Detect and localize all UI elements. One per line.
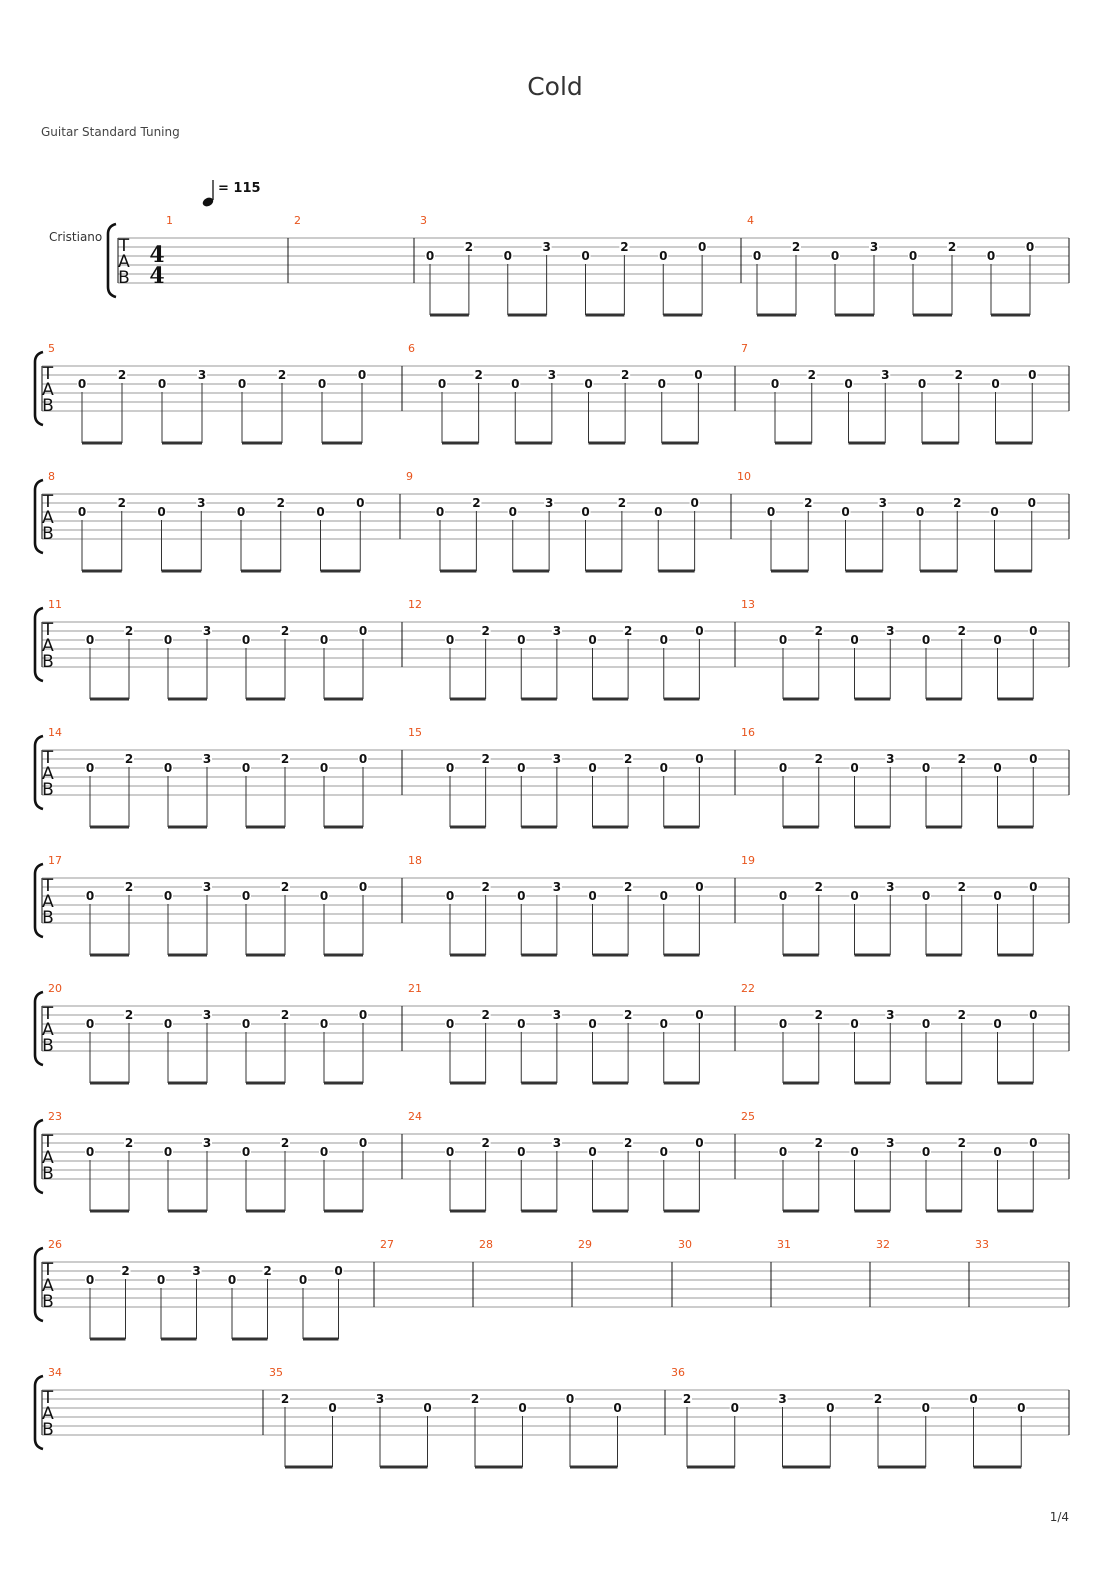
fret-number: 2 (682, 1392, 692, 1406)
fret-number: 0 (830, 249, 840, 263)
fret-number: 0 (986, 249, 996, 263)
fret-number: 0 (163, 761, 173, 775)
measure-number: 17 (48, 854, 62, 867)
fret-number: 0 (85, 761, 95, 775)
fret-number: 3 (197, 496, 206, 510)
fret-number: 0 (85, 1017, 95, 1031)
fret-number: 0 (357, 368, 367, 382)
fret-number: 0 (423, 1401, 432, 1415)
fret-number: 0 (908, 249, 918, 263)
fret-number: 0 (85, 1273, 95, 1287)
fret-number: 2 (814, 752, 823, 766)
fret-number: 0 (316, 505, 325, 519)
fret-number: 0 (241, 761, 251, 775)
fret-number: 0 (358, 880, 368, 894)
fret-number: 3 (547, 368, 557, 382)
fret-number: 0 (518, 1401, 527, 1415)
fret-number: 2 (124, 1136, 134, 1150)
tab-clef-letter: T (42, 876, 54, 896)
fret-number: 2 (954, 368, 963, 382)
fret-number: 2 (280, 752, 290, 766)
fret-number: 0 (358, 752, 368, 766)
fret-number: 0 (993, 1145, 1002, 1159)
measure-number: 24 (408, 1110, 422, 1123)
fret-number: 2 (807, 368, 816, 382)
fret-number: 2 (121, 1264, 130, 1278)
fret-number: 0 (659, 889, 668, 903)
fret-number: 0 (517, 889, 526, 903)
fret-number: 0 (241, 1017, 251, 1031)
fret-number: 0 (435, 505, 445, 519)
measure-number: 18 (408, 854, 422, 867)
fret-number: 0 (163, 633, 173, 647)
fret-number: 2 (953, 496, 962, 510)
fret-number: 0 (915, 505, 925, 519)
tempo-marking: = 115 (218, 181, 261, 196)
fret-number: 0 (850, 633, 859, 647)
tab-clef-letter: A (42, 764, 54, 784)
fret-number: 0 (1017, 1401, 1026, 1415)
fret-number: 3 (552, 624, 562, 638)
fret-number: 0 (690, 496, 699, 510)
measure-number: 15 (408, 726, 422, 739)
measure-number: 20 (48, 982, 62, 995)
measure-number: 26 (48, 1238, 62, 1251)
fret-number: 0 (766, 505, 776, 519)
fret-number: 0 (921, 1145, 931, 1159)
fret-number: 0 (850, 761, 859, 775)
measure-number: 10 (737, 470, 751, 483)
fret-number: 0 (358, 624, 368, 638)
fret-number: 0 (85, 633, 95, 647)
tab-clef-letter: A (42, 1276, 54, 1296)
fret-number: 2 (623, 624, 633, 638)
fret-number: 0 (445, 1017, 455, 1031)
fret-number: 0 (241, 633, 251, 647)
fret-number: 3 (192, 1264, 201, 1278)
fret-number: 2 (124, 880, 134, 894)
fret-number: 2 (804, 496, 813, 510)
measure-number: 16 (741, 726, 755, 739)
tab-clef-letter: B (42, 908, 54, 928)
fret-number: 3 (552, 1008, 562, 1022)
fret-number: 0 (581, 249, 590, 263)
fret-number: 0 (993, 761, 1002, 775)
fret-number: 0 (319, 1145, 329, 1159)
measure-number: 2 (294, 214, 301, 227)
fret-number: 2 (791, 240, 801, 254)
fret-number: 0 (695, 1008, 704, 1022)
fret-number: 0 (588, 761, 597, 775)
fret-number: 0 (697, 240, 707, 254)
fret-number: 0 (584, 377, 593, 391)
fret-number: 0 (358, 1008, 368, 1022)
fret-number: 0 (778, 1145, 788, 1159)
measure-number: 23 (48, 1110, 62, 1123)
fret-number: 2 (957, 752, 966, 766)
fret-number: 0 (654, 505, 663, 519)
tab-clef-letter: B (42, 1420, 54, 1440)
fret-number: 2 (481, 1008, 490, 1022)
fret-number: 2 (117, 368, 127, 382)
fret-number: 0 (1025, 240, 1035, 254)
fret-number: 2 (814, 880, 823, 894)
fret-number: 0 (969, 1392, 978, 1406)
fret-number: 0 (993, 1017, 1002, 1031)
measure-number: 4 (747, 214, 754, 227)
fret-number: 2 (620, 240, 629, 254)
fret-number: 0 (77, 505, 87, 519)
fret-number: 2 (873, 1392, 883, 1406)
tab-clef-letter: B (42, 524, 54, 544)
fret-number: 2 (814, 624, 823, 638)
tab-clef-letter: A (42, 380, 54, 400)
fret-number: 2 (620, 368, 630, 382)
measure-number: 22 (741, 982, 755, 995)
fret-number: 0 (659, 1017, 668, 1031)
fret-number: 3 (886, 752, 895, 766)
fret-number: 0 (511, 377, 520, 391)
fret-number: 0 (1029, 624, 1038, 638)
fret-number: 0 (517, 633, 526, 647)
fret-number: 0 (770, 377, 780, 391)
fret-number: 2 (947, 240, 957, 254)
measure-number: 29 (578, 1238, 592, 1251)
measure-number: 6 (408, 342, 415, 355)
fret-number: 2 (280, 880, 290, 894)
measure-number: 3 (420, 214, 427, 227)
fret-number: 2 (623, 752, 633, 766)
fret-number: 0 (695, 1136, 704, 1150)
fret-number: 3 (202, 880, 212, 894)
fret-number: 0 (445, 633, 455, 647)
instrument-name: Cristiano (49, 230, 103, 244)
fret-number: 0 (227, 1273, 237, 1287)
measure-number: 27 (380, 1238, 394, 1251)
fret-number: 3 (544, 496, 554, 510)
fret-number: 0 (588, 889, 597, 903)
fret-number: 2 (277, 368, 287, 382)
fret-number: 0 (993, 889, 1002, 903)
fret-number: 0 (517, 761, 526, 775)
fret-number: 0 (659, 633, 668, 647)
fret-number: 0 (695, 624, 704, 638)
measure-number: 11 (48, 598, 62, 611)
fret-number: 0 (588, 1145, 597, 1159)
fret-number: 0 (334, 1264, 343, 1278)
fret-number: 0 (319, 761, 329, 775)
fret-number: 3 (552, 752, 562, 766)
fret-number: 0 (319, 633, 329, 647)
fret-number: 0 (503, 249, 512, 263)
fret-number: 3 (202, 624, 212, 638)
fret-number: 0 (844, 377, 853, 391)
fret-number: 0 (358, 1136, 368, 1150)
fret-number: 0 (778, 889, 788, 903)
fret-number: 3 (202, 1136, 212, 1150)
fret-number: 2 (124, 752, 134, 766)
tab-clef-letter: A (42, 892, 54, 912)
fret-number: 0 (163, 1017, 173, 1031)
measure-number: 36 (671, 1366, 685, 1379)
measure-number: 9 (406, 470, 413, 483)
fret-number: 0 (77, 377, 87, 391)
tab-clef-letter: B (42, 1036, 54, 1056)
fret-number: 0 (921, 633, 931, 647)
tab-clef-letter: A (42, 1148, 54, 1168)
fret-number: 2 (280, 1008, 290, 1022)
fret-number: 0 (1029, 880, 1038, 894)
fret-number: 0 (752, 249, 762, 263)
fret-number: 0 (991, 377, 1000, 391)
tab-clef-letter: B (42, 396, 54, 416)
measure-number: 21 (408, 982, 422, 995)
fret-number: 2 (481, 752, 490, 766)
fret-number: 2 (623, 1136, 633, 1150)
fret-number: 0 (778, 1017, 788, 1031)
fret-number: 0 (730, 1401, 739, 1415)
fret-number: 0 (921, 1401, 930, 1415)
fret-number: 0 (659, 761, 668, 775)
fret-number: 0 (517, 1017, 526, 1031)
song-title: Cold (527, 72, 583, 101)
fret-number: 3 (881, 368, 890, 382)
tab-clef-letter: A (42, 508, 54, 528)
fret-number: 0 (921, 761, 931, 775)
page-number: 1/4 (1049, 1510, 1069, 1524)
measure-number: 13 (741, 598, 755, 611)
fret-number: 0 (588, 633, 597, 647)
fret-number: 2 (276, 496, 285, 510)
fret-number: 0 (917, 377, 927, 391)
measure-number: 33 (975, 1238, 989, 1251)
tab-clef-letter: A (118, 252, 130, 272)
fret-number: 2 (124, 624, 134, 638)
fret-number: 0 (1027, 496, 1036, 510)
measure-number: 35 (269, 1366, 283, 1379)
measure-number: 32 (876, 1238, 890, 1251)
fret-number: 0 (778, 761, 788, 775)
fret-number: 0 (328, 1401, 337, 1415)
fret-number: 0 (356, 496, 365, 510)
measure-number: 30 (678, 1238, 692, 1251)
tab-clef-letter: T (42, 620, 54, 640)
fret-number: 0 (319, 1017, 329, 1031)
fret-number: 3 (886, 624, 895, 638)
fret-number: 0 (517, 1145, 526, 1159)
fret-number: 0 (241, 1145, 251, 1159)
fret-number: 0 (921, 1017, 931, 1031)
measure-number: 31 (777, 1238, 791, 1251)
fret-number: 2 (814, 1008, 823, 1022)
fret-number: 0 (613, 1401, 622, 1415)
fret-number: 0 (445, 761, 455, 775)
fret-number: 2 (481, 624, 490, 638)
fret-number: 3 (886, 880, 895, 894)
fret-number: 2 (280, 1136, 290, 1150)
fret-number: 0 (157, 377, 167, 391)
fret-number: 3 (878, 496, 887, 510)
fret-number: 0 (437, 377, 447, 391)
fret-number: 3 (552, 1136, 562, 1150)
fret-number: 0 (1028, 368, 1037, 382)
fret-number: 0 (445, 889, 455, 903)
tab-clef-letter: T (42, 364, 54, 384)
tab-clef-letter: A (42, 1404, 54, 1424)
fret-number: 3 (542, 240, 551, 254)
fret-number: 0 (163, 1145, 173, 1159)
fret-number: 3 (552, 880, 562, 894)
fret-number: 3 (202, 752, 212, 766)
tab-clef-letter: T (42, 492, 54, 512)
fret-number: 0 (157, 505, 166, 519)
fret-number: 2 (263, 1264, 272, 1278)
fret-number: 0 (163, 889, 173, 903)
fret-number: 0 (826, 1401, 835, 1415)
fret-number: 2 (117, 496, 126, 510)
fret-number: 0 (425, 249, 435, 263)
fret-number: 3 (886, 1136, 895, 1150)
fret-number: 2 (623, 880, 633, 894)
fret-number: 0 (659, 1145, 668, 1159)
fret-number: 0 (85, 889, 95, 903)
fret-number: 2 (481, 1136, 490, 1150)
fret-number: 0 (850, 1145, 859, 1159)
fret-number: 0 (694, 368, 703, 382)
fret-number: 0 (1029, 752, 1038, 766)
fret-number: 0 (565, 1392, 575, 1406)
time-signature-bottom: 4 (149, 263, 165, 289)
tab-clef-letter: T (42, 1388, 54, 1408)
fret-number: 0 (850, 889, 859, 903)
fret-number: 2 (617, 496, 627, 510)
fret-number: 0 (850, 1017, 859, 1031)
measure-number: 7 (741, 342, 748, 355)
measure-number: 5 (48, 342, 55, 355)
tab-clef-letter: A (42, 1020, 54, 1040)
measure-number: 25 (741, 1110, 755, 1123)
measure-number: 8 (48, 470, 55, 483)
fret-number: 2 (280, 1392, 290, 1406)
fret-number: 0 (319, 889, 329, 903)
fret-number: 0 (841, 505, 850, 519)
measure-number: 1 (166, 214, 173, 227)
fret-number: 2 (124, 1008, 134, 1022)
tab-clef-letter: B (42, 652, 54, 672)
fret-number: 2 (957, 1136, 966, 1150)
fret-number: 0 (695, 880, 704, 894)
fret-number: 2 (814, 1136, 823, 1150)
tab-clef-letter: B (42, 1292, 54, 1312)
fret-number: 0 (657, 377, 666, 391)
system-bracket (108, 224, 116, 297)
fret-number: 0 (1029, 1008, 1038, 1022)
fret-number: 3 (869, 240, 879, 254)
time-signature-top: 4 (149, 242, 165, 268)
tab-clef-letter: B (118, 268, 130, 288)
fret-number: 3 (375, 1392, 385, 1406)
fret-number: 0 (508, 505, 517, 519)
fret-number: 2 (464, 240, 474, 254)
fret-number: 2 (481, 880, 490, 894)
tab-clef-letter: T (42, 1260, 54, 1280)
fret-number: 0 (659, 249, 668, 263)
measure-number: 19 (741, 854, 755, 867)
measure-number: 12 (408, 598, 422, 611)
fret-number: 0 (695, 752, 704, 766)
fret-number: 0 (581, 505, 590, 519)
fret-number: 0 (1029, 1136, 1038, 1150)
measure-number: 28 (479, 1238, 493, 1251)
fret-number: 3 (197, 368, 207, 382)
fret-number: 0 (990, 505, 999, 519)
fret-number: 0 (156, 1273, 166, 1287)
fret-number: 2 (474, 368, 483, 382)
tab-clef-letter: A (42, 636, 54, 656)
tab-clef-letter: T (118, 236, 130, 256)
fret-number: 3 (202, 1008, 212, 1022)
fret-number: 0 (588, 1017, 597, 1031)
fret-number: 2 (957, 880, 966, 894)
fret-number: 3 (886, 1008, 895, 1022)
tab-clef-letter: T (42, 1132, 54, 1152)
fret-number: 2 (957, 1008, 966, 1022)
fret-number: 2 (472, 496, 481, 510)
fret-number: 0 (237, 377, 247, 391)
measure-number: 34 (48, 1366, 62, 1379)
tab-clef-letter: B (42, 780, 54, 800)
tab-clef-letter: T (42, 1004, 54, 1024)
tuning-label: Guitar Standard Tuning (41, 125, 180, 139)
fret-number: 0 (85, 1145, 95, 1159)
fret-number: 2 (280, 624, 290, 638)
measure-number: 14 (48, 726, 62, 739)
fret-number: 2 (470, 1392, 480, 1406)
fret-number: 0 (241, 889, 251, 903)
tab-clef-letter: B (42, 1164, 54, 1184)
tab-clef-letter: T (42, 748, 54, 768)
fret-number: 0 (236, 505, 246, 519)
fret-number: 0 (317, 377, 327, 391)
fret-number: 0 (445, 1145, 455, 1159)
fret-number: 0 (298, 1273, 308, 1287)
fret-number: 0 (993, 633, 1002, 647)
fret-number: 0 (921, 889, 931, 903)
fret-number: 2 (957, 624, 966, 638)
fret-number: 3 (778, 1392, 787, 1406)
fret-number: 0 (778, 633, 788, 647)
fret-number: 2 (623, 1008, 633, 1022)
